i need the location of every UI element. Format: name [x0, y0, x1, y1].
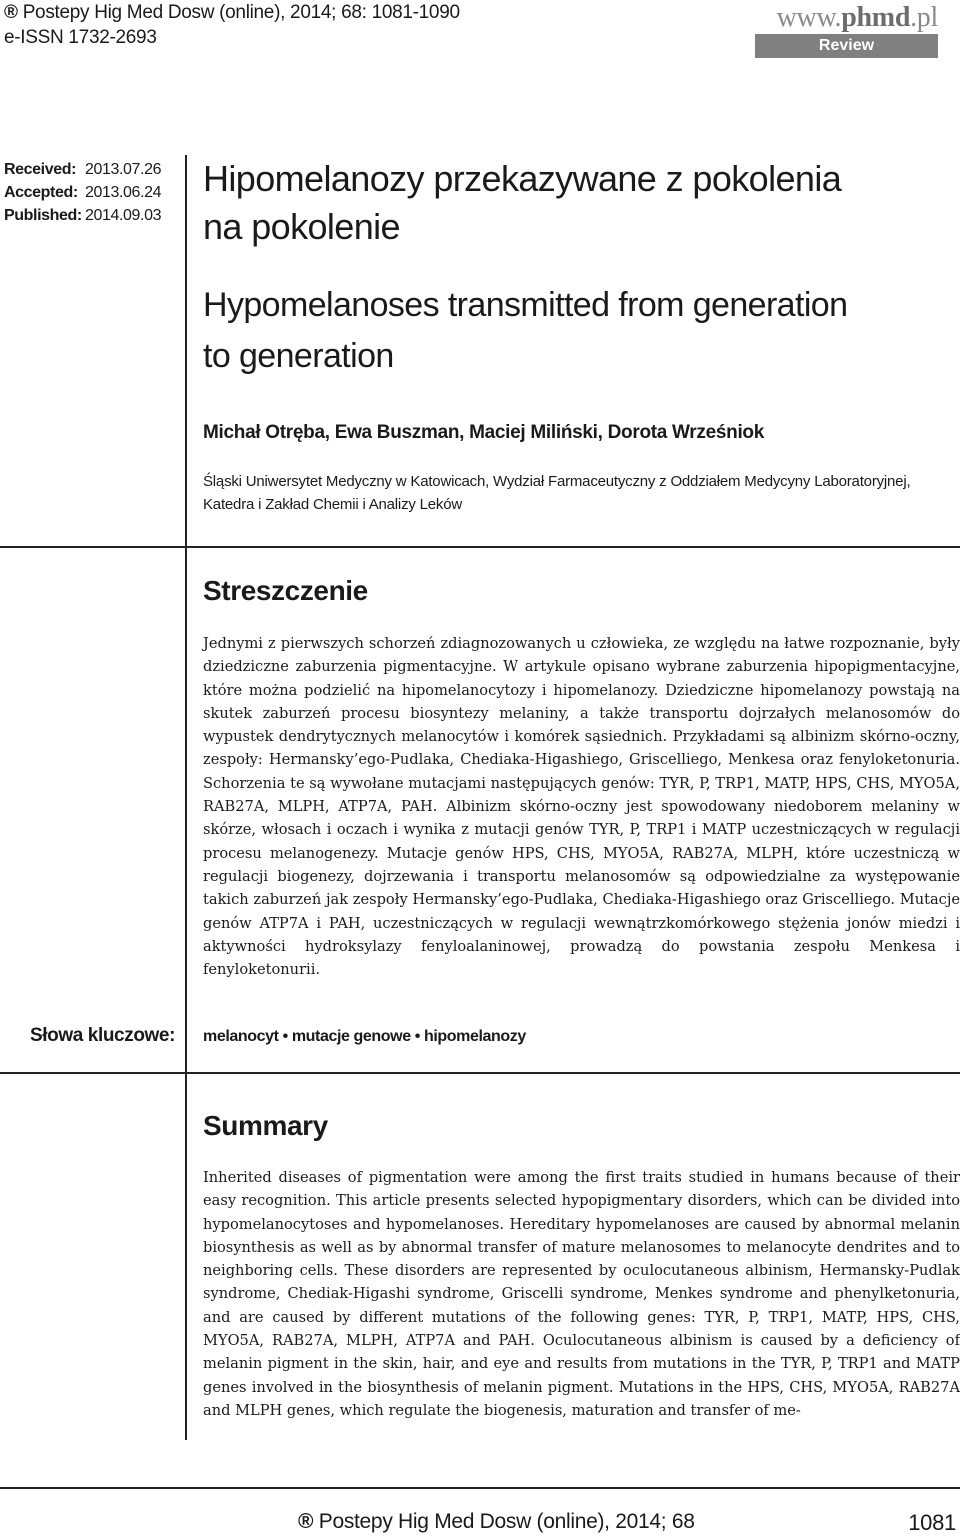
affiliation: Śląski Uniwersytet Medyczny w Katowicach, Wydział Farmaceutyczny z Oddziałem Medycyny Laboratoryjnej, Katedra i Zakład Chemii i Analizy Leków [203, 473, 911, 513]
divider-vertical [185, 1073, 187, 1440]
title-polish: Hipomelanozy przekazywane z pokolenia na pokolenie [203, 158, 842, 247]
divider-vertical [185, 155, 187, 547]
journal-website[interactable]: www.phmd.pl [776, 2, 938, 33]
published-date: Published: 2014.09.03 [4, 207, 162, 224]
received-date: Received: 2013.07.26 [4, 161, 162, 178]
registered-icon: ® [298, 1510, 314, 1533]
title-english: Hypomelanoses transmitted from generation to generation [203, 286, 848, 375]
registered-icon: ® [4, 2, 18, 23]
keywords: melanocyt • mutacje genowe • hipomelanozy [203, 1028, 526, 1045]
abstract-heading-english: Summary [203, 1110, 328, 1141]
abstract-heading-polish: Streszczenie [203, 575, 368, 606]
article-type-badge: Review [755, 34, 938, 58]
publication-dates [4, 158, 161, 227]
journal-name: Postepy Hig Med Dosw (online), 2014; 68: 1081-1090 [22, 2, 460, 23]
journal-citation [4, 1, 460, 25]
keywords-label: Słowa kluczowe: [30, 1025, 175, 1046]
accepted-date: Accepted: 2013.06.24 [4, 184, 162, 201]
issn: e-ISSN 1732-2693 [4, 27, 157, 48]
abstract-polish: Jednymi z pierwszych schorzeń zdiagnozowanych u człowieka, ze względu na łatwe rozpoznanie, były dziedziczne zaburzenia pigmentacyjne. W artykule opisano wybrane zaburzenia hipopigmentacyjne, które można podzielić na hipomelanocytozy i hipomelanozy. Dziedziczne hipomelanozy powstają na skutek zaburzeń procesu biosyntezy melaniny, a także transportu dojrzałych melanosomów do wypustek dendrytycznych melanocytów i komórek sąsiednich. Przykładami są albinizm skórno-oczny, zespoły: Hermansky’ego-Pudlaka, Chediaka-Higashiego, Griscelliego, Menkesa oraz fenyloketonuria. Schorzenia te są wywołane mutacjami następujących genów: TYR, P, TRP1, MATP, HPS, CHS, MYO5A, RAB27A, MLPH, ATP7A, PAH. Albinizm skórno-oczny jest spowodowany niedoborem melaniny w skórze, włosach i oczach i wynika z mutacji genów TYR, P, TRP1 i MATP uczestniczących w regulacji procesu melanogenezy. Mutacje genów HPS, CHS, MYO5A, RAB27A, MLPH, które uczestniczą w regulacji biogenezy, dojrzewania i transportu melanosomów są odpowiedzialne za występowanie takich zaburzeń jak zespoły Hermansky’ego-Pudlaka, Chediaka-Higashiego oraz Griscelliego. Mutacje genów ATP7A i PAH, uczestniczących w regulacji wewnątrzkomórkowego stężenia jonów miedzi i aktywności hydroksylazy fenyloalaninowej, prowadzą do powstania zespołu Menkesa i fenyloketonurii. [203, 635, 960, 979]
page-number: 1081 [908, 1510, 956, 1535]
divider-horizontal [0, 1487, 960, 1489]
divider-horizontal [0, 1072, 960, 1074]
abstract-english: Inherited diseases of pigmentation were among the first traits studied in humans because of their easy recognition. This article presents selected hypopigmentary disorders, which can be divided into hypomelanocytoses and hypomelanoses. Hereditary hypomelanoses are caused by abnormal melanin biosynthesis as well as by abnormal transfer of mature melanosomes to melanocyte dendrites and to neighboring cells. These disorders are represented by oculocutaneous albinism, Hermansky-Pudlak syndrome, Chediak-Higashi syndrome, Griscelli syndrome, Menkes syndrome and phenylketonuria, and are caused by different mutations of the following genes: TYR, P, TRP1, MATP, HPS, CHS, MYO5A, RAB27A, MLPH, ATP7A and PAH. Oculocutaneous albinism is caused by a deficiency of melanin pigment in the skin, hair, and eye and results from mutations in the TYR, P, TRP1 and MATP genes involved in the biosynthesis of melanin pigment. Mutations in the HPS, CHS, MYO5A, RAB27A and MLPH genes, which regulate the biogenesis, maturation and transfer of me- [203, 1169, 960, 1419]
authors: Michał Otręba, Ewa Buszman, Maciej Miliński, Dorota Wrześniok [203, 422, 764, 443]
divider-vertical [185, 547, 187, 1073]
divider-horizontal [0, 546, 960, 548]
footer-citation: ® Postepy Hig Med Dosw (online), 2014; 68 [298, 1510, 695, 1533]
